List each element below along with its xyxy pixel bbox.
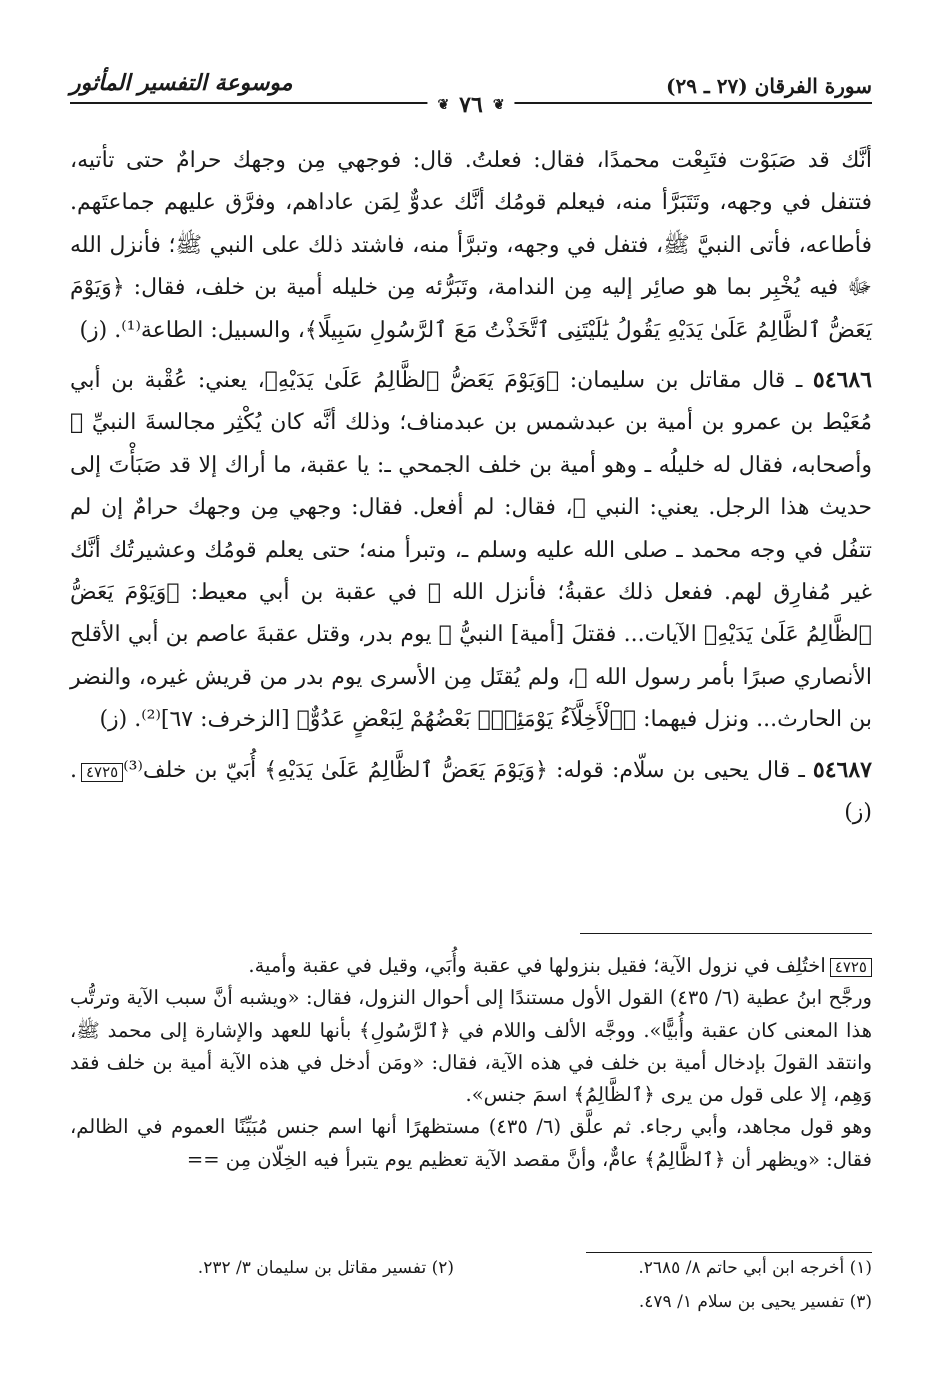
entry-text: ـ قال مقاتل بن سليمان: ﴿وَيَوْمَ يَعَضُّ ٱلظَّالِمُ عَلَىٰ يَدَيْهِ﴾، يعني: عُقْبة بن أبي مُعَيْط بن عمرو بن أمية بن عبدشمس بن عبدمناف؛ وذلك أنَّه كان يُكْثِر مجالسةَ النبيِّ ﷺ وأصحابه، فقال له خليلُه ـ وهو أمية بن خلف الجمحي ـ: يا عقبة، ما أراك إلا قد صَبَأْتَ إلى حديث هذا الرجل. يعني: النبي ﷺ، فقال: لم أفعل. فقال: وجهي مِن وجهك حرامٌ إن لم تتفُل في وجه محمد ـ صلى الله عليه وسلم ـ، وتبرأ منه؛ حتى يعلم قومُك وعشيرتُك أنَّك غير مُفارِق لهم. ففعل ذلك عقبةُ؛ فأنزل الله ﷻ في عقبة بن أبي معيط: ﴿وَيَوْمَ يَعَضُّ ٱلظَّالِمُ عَلَىٰ يَدَيْهِ﴾ الآيات... فقتلَ [أمية] النبيُّ ﷺ يوم بدر، وقتل عقبةَ عاصم بن أبي الأقلح الأنصاري صبرًا بأمر رسول الله ﷺ، ولم يُقتَل مِن الأسرى يوم بدر من قريش غيره، والنضر بن الحارث... ونزل فيهما: ﴿ٱلْأَخِلَّآءُ يَوْمَئِذٍۭ بَعْضُهُمْ لِبَعْضٍ عَدُوٌّ﴾ [الزخرف: ٦٧]⁽²⁾. (ز) [70,368,872,733]
page-number-block [427,92,514,118]
main-text [70,140,872,835]
footnote-2: (٢) تفسير مقاتل بن سليمان ٣/ ٢٣٢. [197,1258,454,1278]
entry-end: . (ز) [70,757,872,826]
commentary-line-2: ورجَّح ابنُ عطية (٦/ ٤٣٥) القول الأول مستندًا إلى أحوال النزول، فقال: «ويشبه أنَّ سبب الآية وترتُّب هذا المعنى كان عقبة وأُبيًّا». ووجَّه الألف واللام في ﴿ٱلرَّسُولِ﴾ بأنها للعهد والإشارة إلى محمد ﷺ، وانتقد القولَ بإدخال أمية بن خلف في هذه الآية، فقال: «ومَن أدخل في هذه الآية أمية بن خلف فقد وَهِم، إلا على قول من يرى ﴿ٱلظَّالِمُ﴾ اسمَ جنس». [70,986,872,1107]
surah-title: سورة الفرقان (٢٧ ـ ٢٩) [666,74,872,98]
entry-number: ٥٤٦٨٦ [812,367,872,394]
book-title: موسوعة التفسير المأثور [70,70,293,96]
footnote-1: (١) أخرجه ابن أبي حاتم ٨/ ٢٦٨٥. [638,1258,872,1278]
ornament-right-icon: ❦ [492,97,505,113]
commentary-line-3: وهو قول مجاهد، وأبي رجاء. ثم علَّق (٦/ ٤٣٥) مستظهرًا أنها اسم جنس مُبَيِّنًا العموم في الظالم، فقال: «ويظهر أن ﴿ٱلظَّالِمُ﴾ عامٌّ، وأنَّ مقصد الآية تعظيم يوم يتبرأ فيه الخِلّان مِن == [70,1115,872,1171]
paragraph-continuation: أنَّك قد صَبَوْت فتَبِعْت محمدًا، فقال: فعلتُ. قال: فوجهي مِن وجهك حرامٌ حتى تأتيه، فتتفل في وجهه، وتَتَبَرَّأ منه، فيعلم قومُك أنَّك عدوٌّ لِمَن عاداهم، وفرَّق عليهم جماعتَهم. فأطاعه، فأتى النبيَّ ﷺ، فتفل في وجهه، وتبرَّأ منه، فاشتد ذلك على النبي ﷺ؛ فأنزل الله ﷻ فيه يُخْبِر بما هو صائِر إليه مِن الندامة، وتَبَرُّئه مِن خليله أمية بن خلف، فقال: ﴿وَيَوْمَ يَعَضُّ ٱلظَّالِمُ عَلَىٰ يَدَيْهِ يَقُولُ يَٰلَيْتَنِى ٱتَّخَذْتُ مَعَ ٱلرَّسُولِ سَبِيلًا﴾، والسبيل: الطاعة⁽¹⁾. (ز) [70,148,872,343]
paragraph-54687 [70,749,872,835]
commentary-ref-box: ٤٧٢٥ [830,958,872,977]
page-header [70,66,872,118]
footnote-3: (٣) تفسير يحيى بن سلام ١/ ٤٧٩. [638,1292,872,1312]
entry-text: ـ قال يحيى بن سلّام: قوله: ﴿وَيَوْمَ يَعَضُّ ٱلظَّالِمُ عَلَىٰ يَدَيْهِ﴾ أُبَيّ بن خلف⁽³⁾ [123,757,805,783]
footnote-rule [586,1252,872,1253]
ornament-left-icon: ❦ [437,97,450,113]
entry-number: ٥٤٦٨٧ [812,756,872,783]
commentary-section [70,950,872,1176]
page-number: ٧٦ [459,92,483,118]
paragraph-54686 [70,359,872,742]
commentary-rule [580,933,872,934]
commentary-text: اختُلِف في نزول الآية؛ فقيل بنزولها في عقبة وأُبَي، وقيل في عقبة وأمية. [248,954,826,977]
commentary-ref-box: ٤٧٢٥ [81,763,123,782]
commentary-line-1 [70,950,872,982]
